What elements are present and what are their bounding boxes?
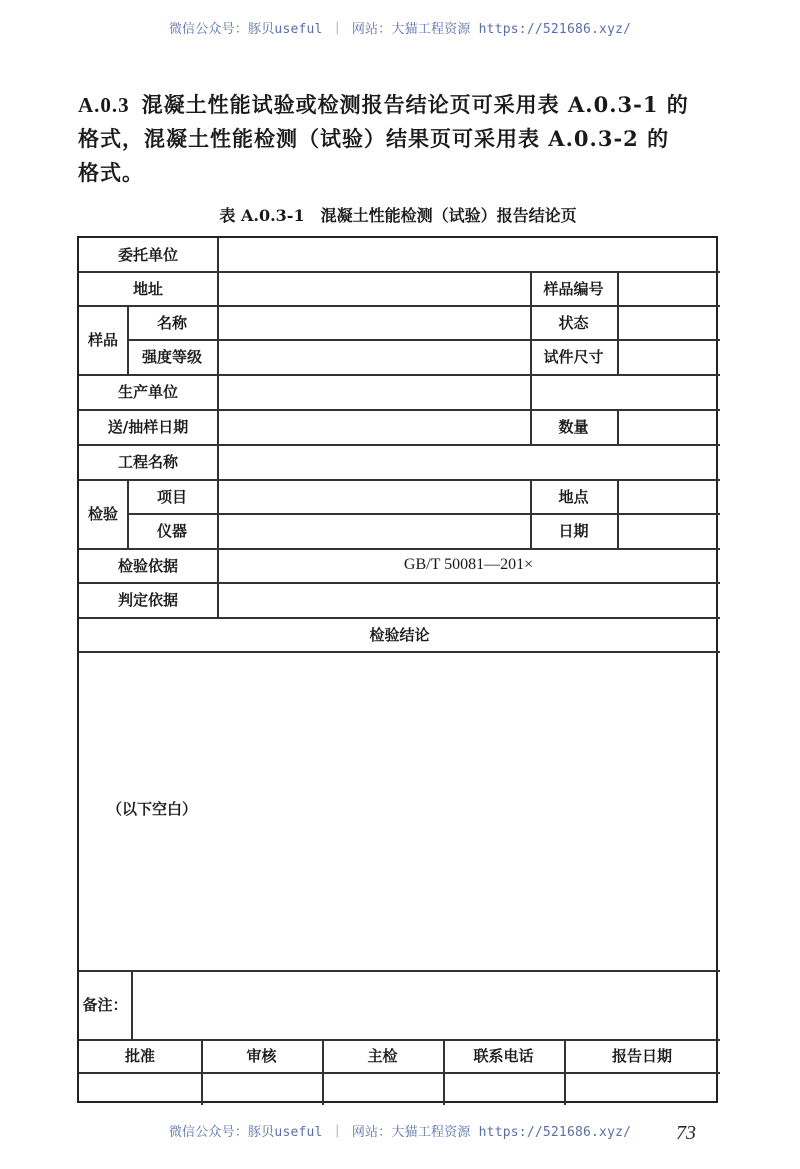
row-line [79,651,720,653]
label-name: 名称 [156,313,187,332]
paragraph-line-3: 格式。 [78,160,144,185]
col-line [131,970,133,1039]
section-number: A.0.3 [78,93,130,117]
label-state: 状态 [558,313,589,332]
col-line [617,409,619,444]
col-line [617,271,619,374]
paragraph-a03 [78,88,728,190]
label-conclusion: 检验结论 [369,625,430,644]
col-line [617,479,619,548]
label-basis: 检验依据 [117,556,178,575]
label-instrument: 仪器 [156,522,187,540]
table-title: 表 A.0.3-1 混凝土性能检测（试验）报告结论页 [219,206,577,225]
label-date: 日期 [558,522,589,540]
paragraph-line-1: A.0.3 混凝土性能试验或检测报告结论页可采用表 A.0.3-1 的 [78,92,689,117]
label-address: 地址 [132,279,163,298]
label-quantity: 数量 [558,418,589,436]
label-chief-inspector: 主检 [367,1047,398,1065]
label-report-date: 报告日期 [611,1047,672,1065]
label-phone: 联系电话 [473,1047,534,1065]
row-line [79,970,720,972]
label-location: 地点 [558,487,589,506]
row-line [79,1072,720,1074]
label-remarks: 备注： [82,996,128,1014]
watermark-top: 微信公众号：豚贝useful ｜ 网站：大猫工程资源 https://521686.xyz/ [168,22,632,37]
watermark-bottom: 微信公众号：豚贝useful ｜ 网站：大猫工程资源 https://521686.xyz/ [168,1125,632,1140]
label-manufacturer: 生产单位 [117,383,178,401]
label-judgement-basis: 判定依据 [117,591,178,609]
label-sampling-date: 送/抽样日期 [107,418,189,436]
label-inspection: 检验 [87,505,118,523]
label-sample-no: 样品编号 [543,279,604,298]
paragraph-line-2: 格式，混凝土性能检测（试验）结果页可采用表 A.0.3-2 的 [78,126,670,151]
label-approve: 批准 [124,1047,155,1065]
label-client-unit: 委托单位 [117,246,178,264]
label-review: 审核 [246,1047,277,1065]
label-project-name: 工程名称 [117,453,178,471]
report-conclusion-form [77,236,718,1103]
label-specimen-size: 试件尺寸 [543,348,604,366]
basis-value: GB/T 50081—201× [403,556,534,573]
label-strength-grade: 强度等级 [141,348,202,366]
blank-below-note: （以下空白） [107,799,198,818]
label-sample: 样品 [87,331,118,349]
label-item: 项目 [156,487,187,506]
page-number: 73 [676,1122,696,1144]
